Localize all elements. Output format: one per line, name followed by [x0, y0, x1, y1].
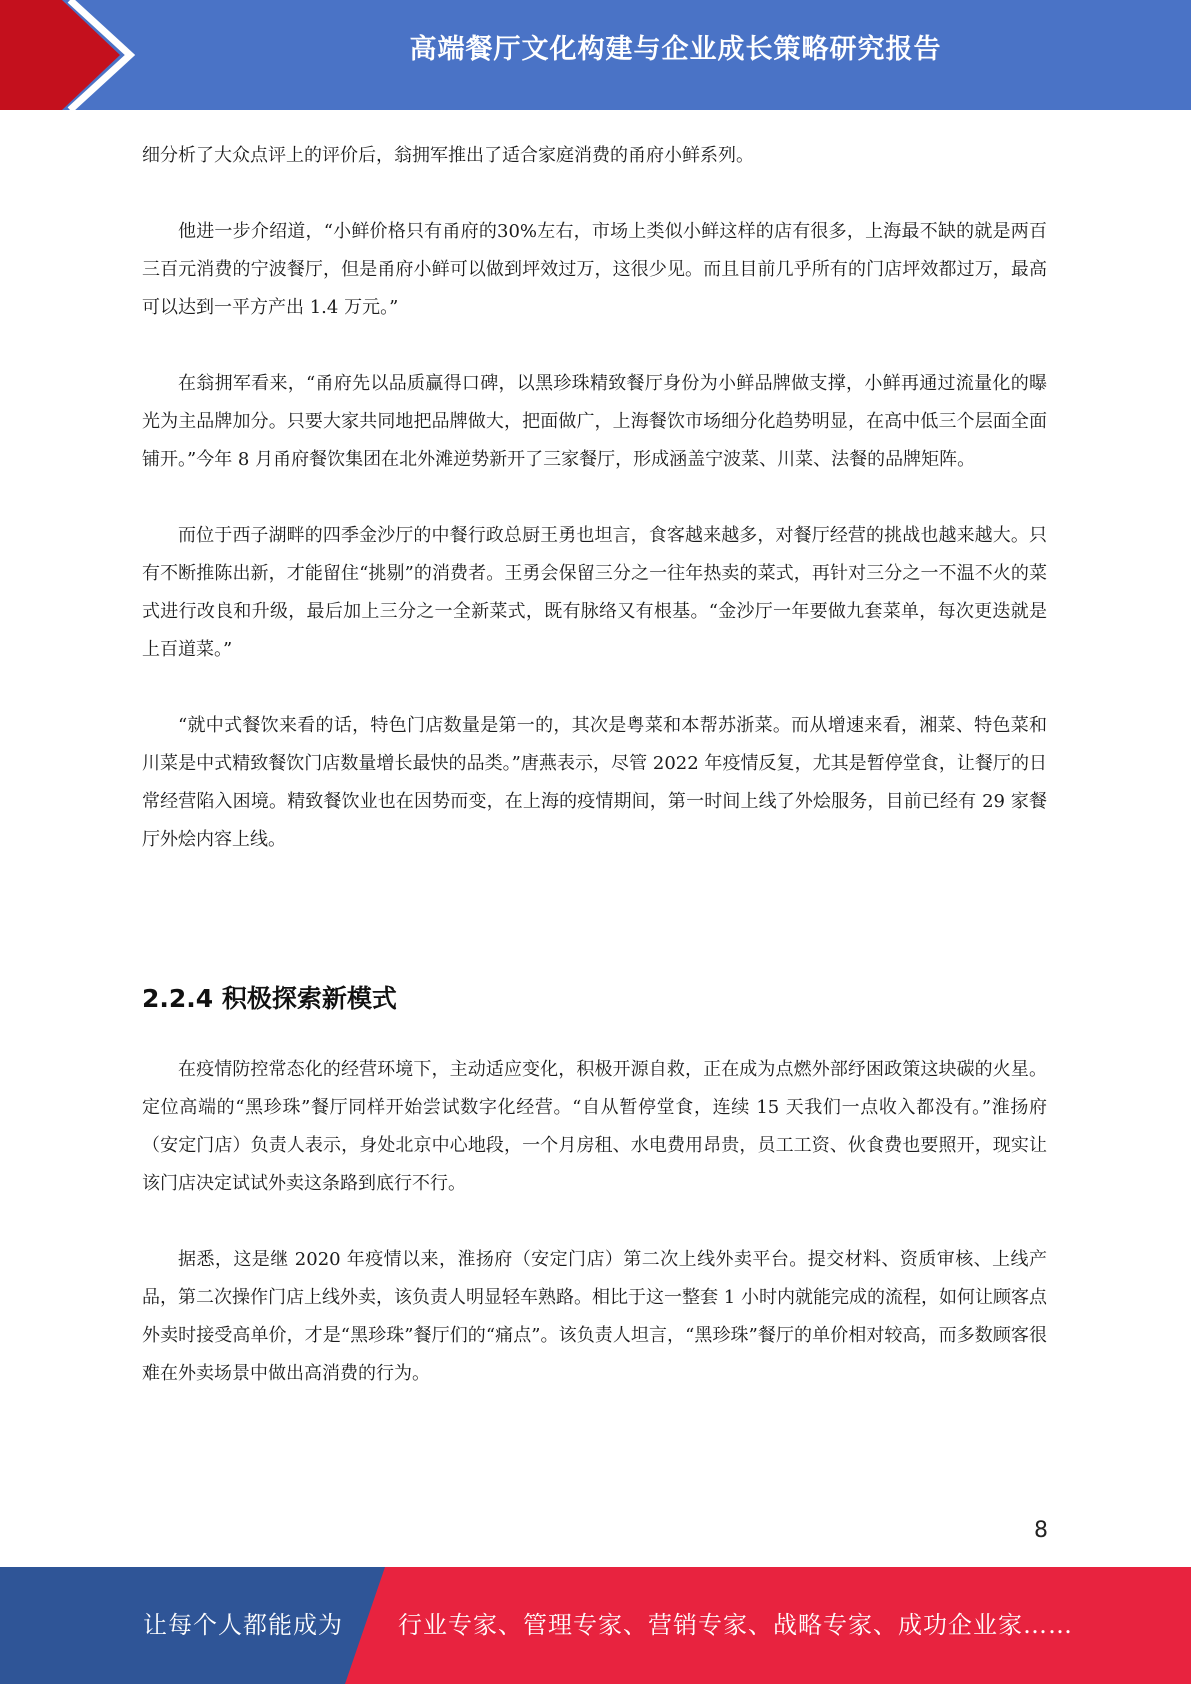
paragraph-continuation: 细分析了大众点评上的评价后，翁拥军推出了适合家庭消费的甬府小鲜系列。 [142, 145, 754, 166]
paragraph: 在疫情防控常态化的经营环境下，主动适应变化，积极开源自救，正在成为点燃外部纾困政策这块碳的火星。定位高端的“黑珍珠”餐厅同样开始尝试数字化经营。“自从暂停堂食，连续 15 天我们一点收入都没有。”淮扬府（安定门店）负责人表示，身处北京中心地段，一个月房租、水电费用昂贵，员工工资、伙食费也要照开，现实让该门店决定试试外卖这条路到底行不行。 [142, 1059, 1047, 1194]
paragraph: 据悉，这是继 2020 年疫情以来，淮扬府（安定门店）第二次上线外卖平台。提交材料、资质审核、上线产品，第二次操作门店上线外卖，该负责人明显轻车熟路。相比于这一整套 1 小时内就能完成的流程，如何让顾客点外卖时接受高单价，才是“黑珍珠”餐厅们的“痛点”。该负责人坦言，“黑珍珠”餐厅的单价相对较高，而多数顾客很难在外卖场景中做出高消费的行为。 [142, 1249, 1047, 1384]
paragraph: 而位于西子湖畔的四季金沙厅的中餐行政总厨王勇也坦言，食客越来越多，对餐厅经营的挑战也越来越大。只有不断推陈出新，才能留住“挑剔”的消费者。王勇会保留三分之一往年热卖的菜式，再针对三分之一不温不火的菜式进行改良和升级，最后加上三分之一全新菜式，既有脉络又有根基。“金沙厅一年要做九套菜单，每次更迭就是上百道菜。” [142, 525, 1047, 660]
paragraph: 他进一步介绍道，“小鲜价格只有甬府的30%左右，市场上类似小鲜这样的店有很多，上海最不缺的就是两百三百元消费的宁波餐厅，但是甬府小鲜可以做到坪效过万，这很少见。而且目前几乎所有的门店坪效都过万，最高可以达到一平方产出 1.4 万元。” [142, 221, 1047, 318]
page-content [142, 137, 1047, 1393]
document-title: 高端餐厅文化构建与企业成长策略研究报告 [409, 34, 942, 65]
paragraph: 在翁拥军看来，“甬府先以品质赢得口碑，以黑珍珠精致餐厅身份为小鲜品牌做支撑，小鲜再通过流量化的曝光为主品牌加分。只要大家共同地把品牌做大，把面做广，上海餐饮市场细分化趋势明显，在高中低三个层面全面铺开。”今年 8 月甬府餐饮集团在北外滩逆势新开了三家餐厅，形成涵盖宁波菜、川菜、法餐的品牌矩阵。 [142, 373, 1047, 470]
page-footer [0, 1567, 1191, 1684]
page-number: 8 [1034, 1518, 1048, 1543]
footer-slogan-right: 行业专家、管理专家、营销专家、战略专家、成功企业家…… [398, 1611, 1073, 1639]
paragraph: “就中式餐饮来看的话，特色门店数量是第一的，其次是粤菜和本帮苏浙菜。而从增速来看，湘菜、特色菜和川菜是中式精致餐饮门店数量增长最快的品类。”唐燕表示，尽管 2022 年疫情反复，尤其是暂停堂食，让餐厅的日常经营陷入困境。精致餐饮业也在因势而变，在上海的疫情期间，第一时间上线了外烩服务，目前已经有 29 家餐厅外烩内容上线。 [142, 715, 1047, 850]
footer-slogan-left: 让每个人都能成为 [143, 1611, 343, 1639]
section-heading: 2.2.4 积极探索新模式 [142, 984, 397, 1013]
page-header [0, 0, 1191, 110]
header-arrow-decoration [0, 0, 150, 110]
